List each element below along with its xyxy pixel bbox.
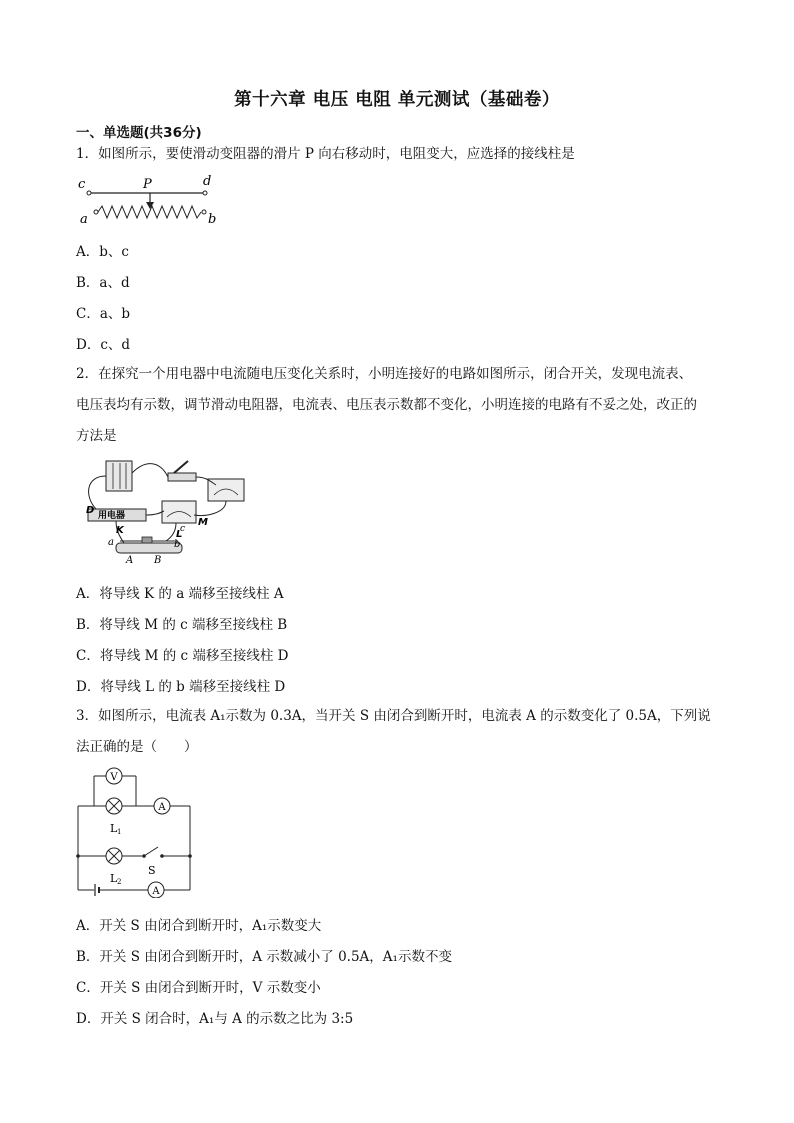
q1-option-d: D．c、d — [76, 337, 131, 353]
q1-label-c: c — [78, 177, 86, 192]
q2-label-c: c — [180, 524, 186, 534]
q2-option-b: B．将导线 M 的 c 端移至接线柱 B — [76, 617, 288, 633]
q3-stem-line-2: 法正确的是（ ） — [76, 739, 198, 755]
q1-rheostat-figure — [76, 172, 226, 230]
q1-label-a: a — [80, 212, 88, 227]
section-heading: 一、单选题(共36分) — [76, 125, 202, 141]
ammeter-icon — [208, 479, 244, 501]
q3-stem — [76, 701, 736, 763]
q2-label-a: a — [108, 537, 114, 548]
q2-option-d: D．将导线 L 的 b 端移至接线柱 D — [76, 679, 286, 695]
q2-label-b: b — [174, 539, 181, 550]
terminal-b — [202, 210, 206, 214]
q2-device-label: 用电器 — [98, 511, 126, 521]
q3-option-c: C．开关 S 由闭合到断开时，V 示数变小 — [76, 980, 321, 996]
q1-option-a: A．b、c — [76, 244, 129, 260]
q1-label-p: P — [143, 177, 152, 192]
q3-label-l2-sub: 2 — [117, 878, 122, 886]
q2-option-c: C．将导线 M 的 c 端移至接线柱 D — [76, 648, 289, 664]
page-title: 第十六章 电压 电阻 单元测试（基础卷） — [234, 90, 560, 110]
terminal-c — [87, 191, 91, 195]
q1-option-b: B．a、d — [76, 275, 130, 291]
q2-label-m: M — [198, 517, 208, 528]
q3-label-l1-sub: 1 — [117, 828, 122, 836]
q3-label-a: A — [152, 886, 160, 897]
q2-label-d: D — [86, 505, 95, 516]
q2-label-terminal-a: A — [126, 555, 134, 566]
q2-stem-line-1: 2．在探究一个用电器中电流随电压变化关系时，小明连接好的电路如图所示，闭合开关，发现电流表、 — [76, 366, 693, 382]
q2-stem — [76, 359, 736, 452]
q3-circuit-figure — [76, 766, 198, 898]
voltmeter-icon — [162, 501, 196, 523]
q2-label-l: L — [176, 529, 183, 540]
battery-icon — [106, 461, 132, 491]
rheostat-icon — [116, 543, 182, 553]
q3-option-d: D．开关 S 闭合时，A₁与 A 的示数之比为 3:5 — [76, 1011, 354, 1027]
switch-lever — [174, 461, 188, 473]
q1-label-b: b — [208, 212, 217, 227]
q3-label-a1: A — [158, 802, 166, 813]
q3-label-l2: L — [110, 872, 118, 885]
q3-option-b: B．开关 S 由闭合到断开时，A 示数减小了 0.5A，A₁示数不变 — [76, 949, 452, 965]
terminal-a — [94, 210, 98, 214]
q2-label-terminal-b: B — [154, 555, 162, 566]
switch-s-icon — [144, 847, 158, 856]
q3-label-v: V — [110, 772, 118, 783]
rheostat-slider — [142, 537, 152, 543]
q3-option-a: A．开关 S 由闭合到断开时，A₁示数变大 — [76, 918, 322, 934]
switch-icon — [168, 473, 196, 481]
q3-label-l1: L — [110, 822, 118, 835]
wire-m — [194, 501, 226, 515]
q2-stem-line-2: 电压表均有示数，调节滑动电阻器，电流表、电压表示数都不变化，小明连接的电路有不妥之处，改正的 — [76, 397, 697, 413]
q2-option-a: A．将导线 K 的 a 端移至接线柱 A — [76, 586, 284, 602]
terminal-d — [203, 191, 207, 195]
q2-stem-line-3: 方法是 — [76, 428, 117, 444]
q3-label-s: S — [148, 864, 156, 877]
q1-option-c: C．a、b — [76, 306, 131, 322]
wire — [132, 464, 168, 477]
wire — [146, 511, 164, 515]
q3-stem-line-1: 3．如图所示，电流表 A₁示数为 0.3A，当开关 S 由闭合到断开时，电流表 A 的示数变化了 0.5A，下列说 — [76, 708, 711, 724]
q2-label-k: K — [116, 525, 124, 536]
q2-circuit-figure — [76, 451, 256, 567]
q1-label-d: d — [203, 174, 212, 189]
q1-stem: 1．如图所示，要使滑动变阻器的滑片 P 向右移动时，电阻变大，应选择的接线柱是 — [76, 146, 575, 162]
